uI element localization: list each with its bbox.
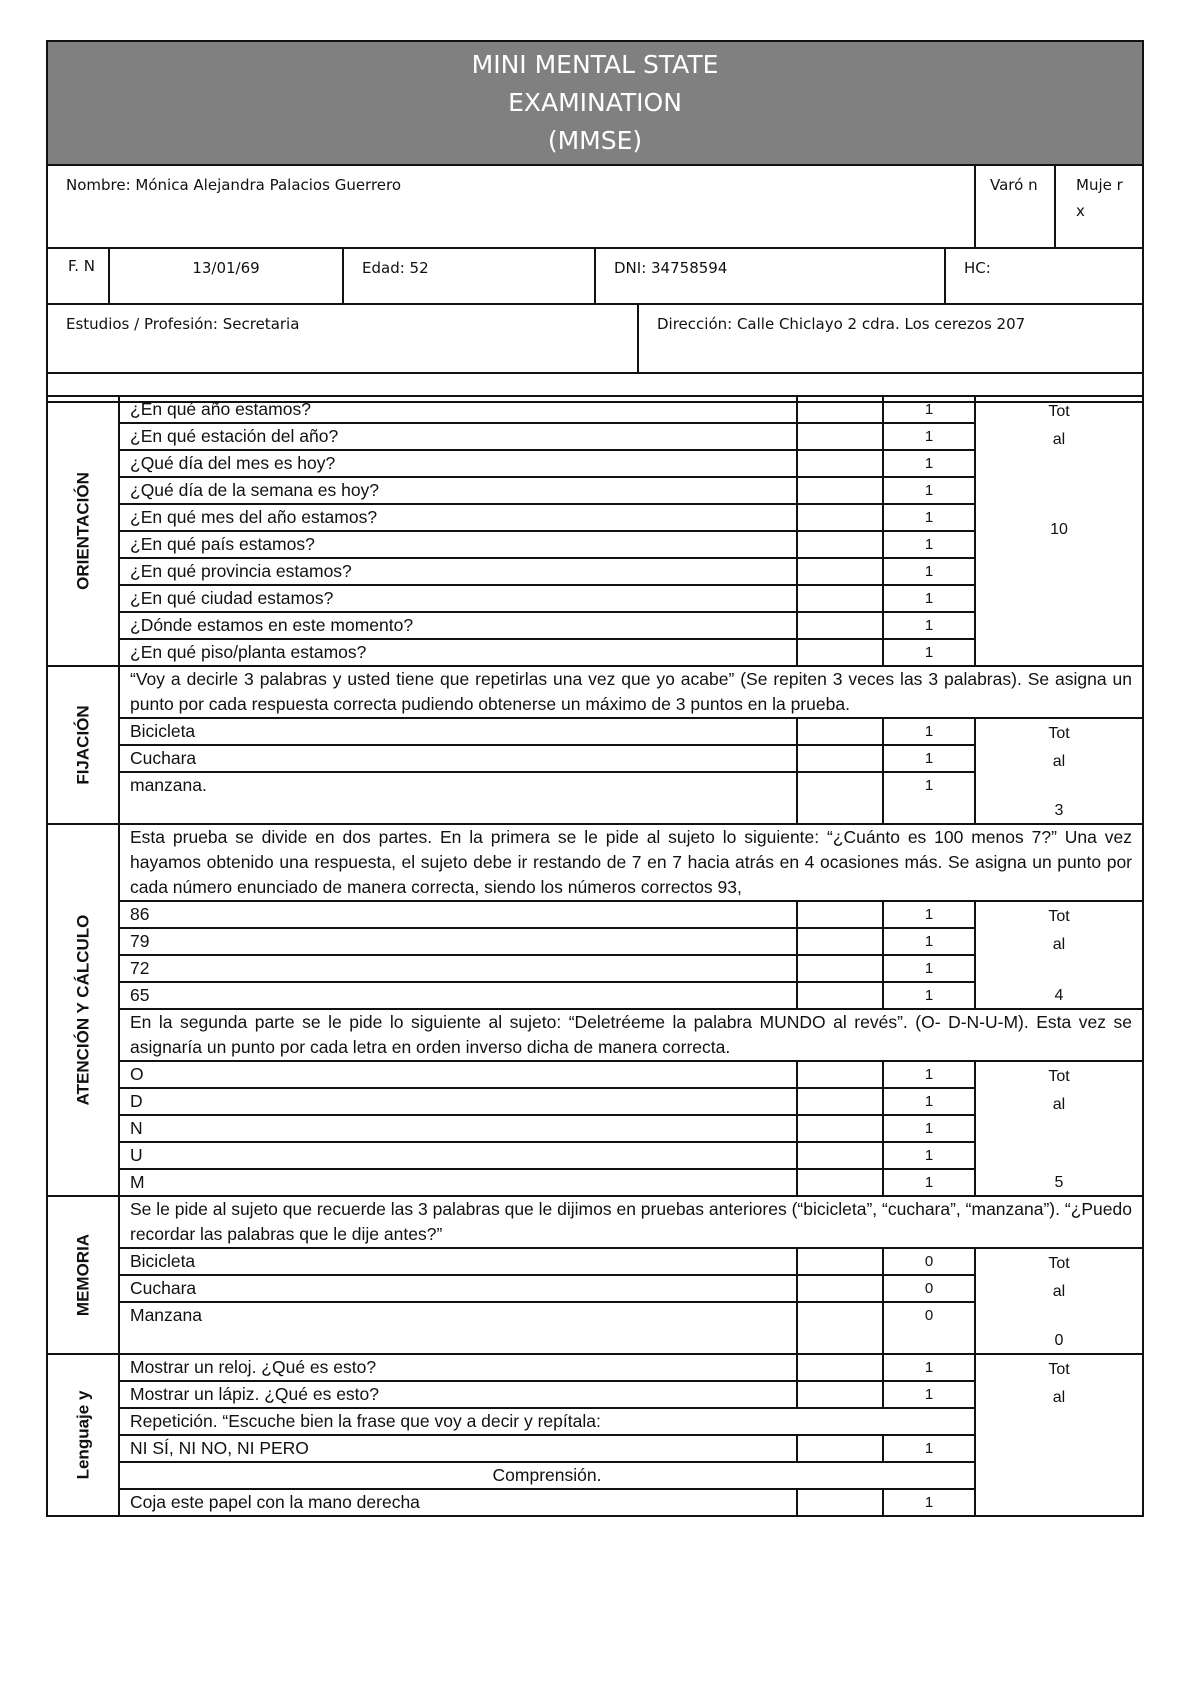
answer-cell[interactable] xyxy=(797,928,883,955)
score-value: 1 xyxy=(883,1435,975,1462)
answer-cell[interactable] xyxy=(797,504,883,531)
question-text: ¿Qué día de la semana es hoy? xyxy=(119,477,797,504)
score-value: 1 xyxy=(883,1115,975,1142)
section-label-text: MEMORIA xyxy=(73,1233,93,1317)
score-value: 1 xyxy=(883,558,975,585)
score-value: 1 xyxy=(883,504,975,531)
answer-cell[interactable] xyxy=(797,612,883,639)
question-text: ¿En qué año estamos? xyxy=(119,396,797,423)
mujer-field: Muje r x xyxy=(1055,165,1143,248)
answer-cell[interactable] xyxy=(797,901,883,928)
answer-cell[interactable] xyxy=(797,1169,883,1196)
question-text: M xyxy=(119,1169,797,1196)
answer-cell[interactable] xyxy=(797,1489,883,1516)
answer-cell[interactable] xyxy=(797,1381,883,1408)
total-cell xyxy=(975,1061,1143,1196)
section-label xyxy=(47,824,119,1196)
score-value: 1 xyxy=(883,639,975,666)
question-text: Mostrar un lápiz. ¿Qué es esto? xyxy=(119,1381,797,1408)
section-label-text: Lenguaje y xyxy=(73,1390,93,1480)
question-text: Bicicleta xyxy=(119,1248,797,1275)
answer-cell[interactable] xyxy=(797,745,883,772)
score-value: 1 xyxy=(883,1142,975,1169)
score-value: 1 xyxy=(883,772,975,824)
answer-cell[interactable] xyxy=(797,531,883,558)
score-value: 0 xyxy=(883,1302,975,1354)
total-cell xyxy=(975,901,1143,1009)
answer-cell[interactable] xyxy=(797,585,883,612)
total-label: Tot xyxy=(1048,1361,1070,1378)
hc-field: HC: xyxy=(945,248,1143,304)
question-text: ¿En qué país estamos? xyxy=(119,531,797,558)
answer-cell[interactable] xyxy=(797,396,883,423)
question-text: Coja este papel con la mano derecha xyxy=(119,1489,797,1516)
total-label: Tot xyxy=(1048,1255,1070,1272)
score-value: 1 xyxy=(883,423,975,450)
mmse-table xyxy=(46,395,1144,1517)
instruction-text: Se le pide al sujeto que recuerde las 3 palabras que le dijimos en pruebas anteriores (“bicicleta”, “cuchara”, “manzana”). “¿Puedo recordar las palabras que le dije antes?” xyxy=(119,1196,1143,1248)
score-value: 0 xyxy=(883,1248,975,1275)
answer-cell[interactable] xyxy=(797,955,883,982)
question-text: ¿En qué mes del año estamos? xyxy=(119,504,797,531)
answer-cell[interactable] xyxy=(797,1302,883,1354)
question-text: 86 xyxy=(119,901,797,928)
answer-cell[interactable] xyxy=(797,450,883,477)
instruction-text: “Voy a decirle 3 palabras y usted tiene que repetirlas una vez que yo acabe” (Se repiten 3 veces las 3 palabras). Se asigna un punto por cada respuesta correcta pudiendo obtenerse un máximo de 3 puntos en la prueba. xyxy=(119,666,1143,718)
question-text: N xyxy=(119,1115,797,1142)
question-text: D xyxy=(119,1088,797,1115)
answer-cell[interactable] xyxy=(797,772,883,824)
score-value: 1 xyxy=(883,477,975,504)
total-label: al xyxy=(1052,1389,1066,1406)
score-value: 1 xyxy=(883,396,975,423)
dni-field: DNI: 34758594 xyxy=(595,248,945,304)
total-label: al xyxy=(1052,1096,1066,1113)
score-value: 0 xyxy=(883,1275,975,1302)
score-value: 1 xyxy=(883,1088,975,1115)
question-text: Bicicleta xyxy=(119,718,797,745)
total-cell xyxy=(975,396,1143,666)
score-value: 1 xyxy=(883,1354,975,1381)
answer-cell[interactable] xyxy=(797,982,883,1009)
total-label: al xyxy=(1052,431,1066,448)
score-value: 1 xyxy=(883,928,975,955)
answer-cell[interactable] xyxy=(797,1115,883,1142)
total-label: Tot xyxy=(1048,403,1070,420)
answer-cell[interactable] xyxy=(797,1248,883,1275)
answer-cell[interactable] xyxy=(797,558,883,585)
total-cell xyxy=(975,1354,1143,1516)
answer-cell[interactable] xyxy=(797,1275,883,1302)
varon-field: Varó n xyxy=(975,165,1055,248)
question-text: 65 xyxy=(119,982,797,1009)
section-label xyxy=(47,1196,119,1354)
question-text: Manzana xyxy=(119,1302,797,1354)
question-text: NI SÍ, NI NO, NI PERO xyxy=(119,1435,797,1462)
answer-cell[interactable] xyxy=(797,639,883,666)
section-label-text: ATENCIÓN Y CÁLCULO xyxy=(73,914,93,1106)
question-text: Cuchara xyxy=(119,745,797,772)
answer-cell[interactable] xyxy=(797,1088,883,1115)
score-value: 1 xyxy=(883,901,975,928)
total-value: 4 xyxy=(1054,987,1064,1004)
total-label: al xyxy=(1052,753,1066,770)
question-text: O xyxy=(119,1061,797,1088)
total-label: Tot xyxy=(1048,725,1070,742)
answer-cell[interactable] xyxy=(797,1061,883,1088)
total-cell xyxy=(975,1248,1143,1354)
score-value: 1 xyxy=(883,450,975,477)
question-row xyxy=(47,718,1143,745)
birth-date: 13/01/69 xyxy=(109,248,343,304)
studies-field: Estudios / Profesión: Secretaria xyxy=(47,304,638,373)
question-text: ¿En qué piso/planta estamos? xyxy=(119,639,797,666)
question-text: ¿En qué provincia estamos? xyxy=(119,558,797,585)
question-text: U xyxy=(119,1142,797,1169)
score-value: 1 xyxy=(883,531,975,558)
instruction-text: En la segunda parte se le pide lo siguiente al sujeto: “Deletréeme la palabra MUNDO al revés”. (O- D-N-U-M). Esta vez se asignaría un punto por cada letra en orden inverso dicha de manera correcta. xyxy=(119,1009,1143,1061)
answer-cell[interactable] xyxy=(797,1354,883,1381)
question-text: ¿En qué ciudad estamos? xyxy=(119,585,797,612)
total-label: Tot xyxy=(1048,1068,1070,1085)
section-label xyxy=(47,396,119,666)
total-cell xyxy=(975,718,1143,824)
question-row xyxy=(47,396,1143,423)
instruction-text: Esta prueba se divide en dos partes. En la primera se le pide al sujeto lo siguiente: “¿Cuánto es 100 menos 7?” Una vez hayamos obtenido una respuesta, el sujeto debe ir restando de 7 en 7 hacia atrás en 4 ocasiones más. Se asigna un punto por cada número enunciado de manera correcta, siendo los números correctos 93, xyxy=(119,824,1143,901)
question-text: Comprensión. xyxy=(119,1462,975,1489)
score-value: 1 xyxy=(883,1381,975,1408)
total-value: 10 xyxy=(1050,521,1068,538)
question-row xyxy=(47,1061,1143,1088)
name-field: Nombre: Mónica Alejandra Palacios Guerrero xyxy=(47,165,975,248)
answer-cell[interactable] xyxy=(797,1142,883,1169)
total-value: 5 xyxy=(1054,1174,1064,1191)
form-title: MINI MENTAL STATE EXAMINATION (MMSE) xyxy=(47,41,1143,165)
question-text: 72 xyxy=(119,955,797,982)
address-field: Dirección: Calle Chiclayo 2 cdra. Los cerezos 207 xyxy=(638,304,1143,373)
answer-cell[interactable] xyxy=(797,477,883,504)
score-value: 1 xyxy=(883,982,975,1009)
question-text: Repetición. “Escuche bien la frase que voy a decir y repítala: xyxy=(119,1408,975,1435)
question-text: ¿En qué estación del año? xyxy=(119,423,797,450)
fn-label: F. N xyxy=(47,248,109,304)
section-label-text: FIJACIÓN xyxy=(73,705,93,785)
total-label: Tot xyxy=(1048,908,1070,925)
section-label xyxy=(47,666,119,824)
question-text: Cuchara xyxy=(119,1275,797,1302)
answer-cell[interactable] xyxy=(797,718,883,745)
question-text: ¿Qué día del mes es hoy? xyxy=(119,450,797,477)
question-text: 79 xyxy=(119,928,797,955)
score-value: 1 xyxy=(883,1061,975,1088)
question-row xyxy=(47,901,1143,928)
score-value: 1 xyxy=(883,1489,975,1516)
total-label: al xyxy=(1052,1283,1066,1300)
question-row xyxy=(47,1248,1143,1275)
question-text: ¿Dónde estamos en este momento? xyxy=(119,612,797,639)
score-value: 1 xyxy=(883,718,975,745)
question-text: manzana. xyxy=(119,772,797,824)
score-value: 1 xyxy=(883,955,975,982)
question-row xyxy=(47,1354,1143,1381)
total-value: 3 xyxy=(1054,802,1064,819)
score-value: 1 xyxy=(883,585,975,612)
patient-header xyxy=(46,40,1144,403)
answer-cell[interactable] xyxy=(797,423,883,450)
answer-cell[interactable] xyxy=(797,1435,883,1462)
score-value: 1 xyxy=(883,1169,975,1196)
question-text: Mostrar un reloj. ¿Qué es esto? xyxy=(119,1354,797,1381)
total-value: 0 xyxy=(1054,1332,1064,1349)
age-field: Edad: 52 xyxy=(343,248,595,304)
score-value: 1 xyxy=(883,745,975,772)
section-label-text: ORIENTACIÓN xyxy=(73,472,93,590)
total-label: al xyxy=(1052,936,1066,953)
score-value: 1 xyxy=(883,612,975,639)
section-label xyxy=(47,1354,119,1516)
